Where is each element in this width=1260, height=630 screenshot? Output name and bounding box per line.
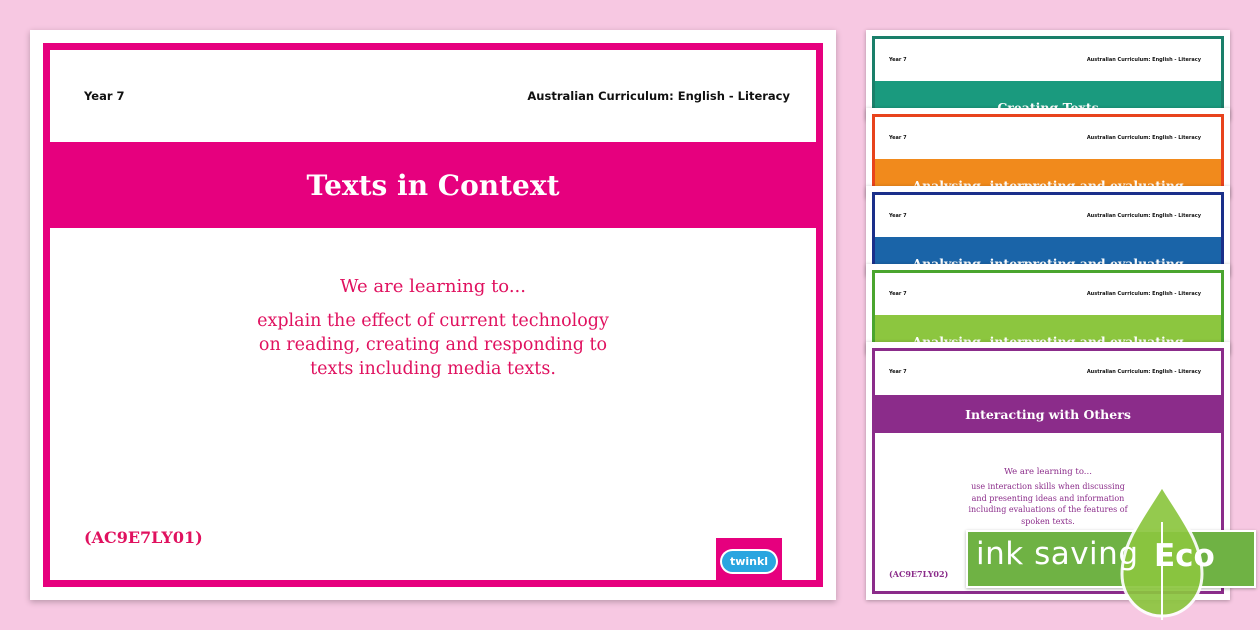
objective-line: and presenting ideas and information: [971, 493, 1125, 503]
thumbnail-code: (AC9E7LY02): [889, 569, 949, 579]
thumbnail-header: [875, 39, 1221, 81]
thumbnail-banner: [875, 395, 1221, 433]
thumbnail-year: Year 7: [889, 369, 907, 375]
main-card-frame: [43, 43, 823, 587]
thumbnail-card[interactable]: [866, 264, 1230, 354]
thumbnail-curriculum: Australian Curriculum: English - Literacy: [1086, 135, 1201, 141]
card-header: [50, 50, 816, 142]
thumbnail-header: [875, 195, 1221, 237]
thumbnail-header: [875, 117, 1221, 159]
thumbnail-year: Year 7: [889, 135, 907, 141]
thumbnail-year: Year 7: [889, 57, 907, 63]
objective-line: use interaction skills when discussing: [971, 482, 1125, 491]
thumbnail-curriculum: Australian Curriculum: English - Literacy: [1086, 291, 1201, 297]
thumbnail-card[interactable]: [866, 30, 1230, 120]
eco-badge: [964, 482, 1260, 630]
thumbnail-curriculum: Australian Curriculum: English - Literacy: [1086, 57, 1201, 63]
card-title: Texts in Context: [306, 168, 560, 202]
thumbnail-curriculum: Australian Curriculum: English - Literacy: [1086, 369, 1201, 375]
eco-word: Eco: [1154, 538, 1215, 574]
year-label: Year 7: [84, 89, 125, 103]
curriculum-code: (AC9E7LY01): [84, 528, 203, 547]
thumbnail-year: Year 7: [889, 291, 907, 297]
thumbnail-intro: We are learning to...: [1004, 467, 1092, 477]
objective-line: on reading, creating and responding to: [258, 335, 608, 355]
objective-line: texts including media texts.: [310, 359, 556, 379]
thumbnail-title: Interacting with Others: [965, 406, 1131, 422]
thumbnail-year: Year 7: [889, 213, 907, 219]
twinkl-logo: [716, 538, 782, 584]
twinkl-logo-text: twinkl: [722, 551, 776, 572]
thumbnail-card[interactable]: [866, 186, 1230, 276]
card-body: [50, 228, 816, 428]
thumbnail-curriculum: Australian Curriculum: English - Literacy: [1086, 213, 1201, 219]
main-card: [30, 30, 836, 600]
curriculum-label: Australian Curriculum: English - Literacy: [527, 89, 790, 103]
objective-line: explain the effect of current technology: [257, 311, 609, 331]
thumbnail-header: [875, 351, 1221, 393]
title-banner: [50, 142, 816, 228]
learning-objective: [50, 309, 816, 381]
eco-label: ink saving: [976, 536, 1139, 572]
objective-line: including evaluations of the features of: [968, 505, 1128, 514]
objective-line: spoken texts.: [1021, 516, 1075, 526]
thumbnail-header: [875, 273, 1221, 315]
learning-intro: We are learning to...: [340, 276, 526, 297]
thumbnail-card[interactable]: [866, 108, 1230, 198]
